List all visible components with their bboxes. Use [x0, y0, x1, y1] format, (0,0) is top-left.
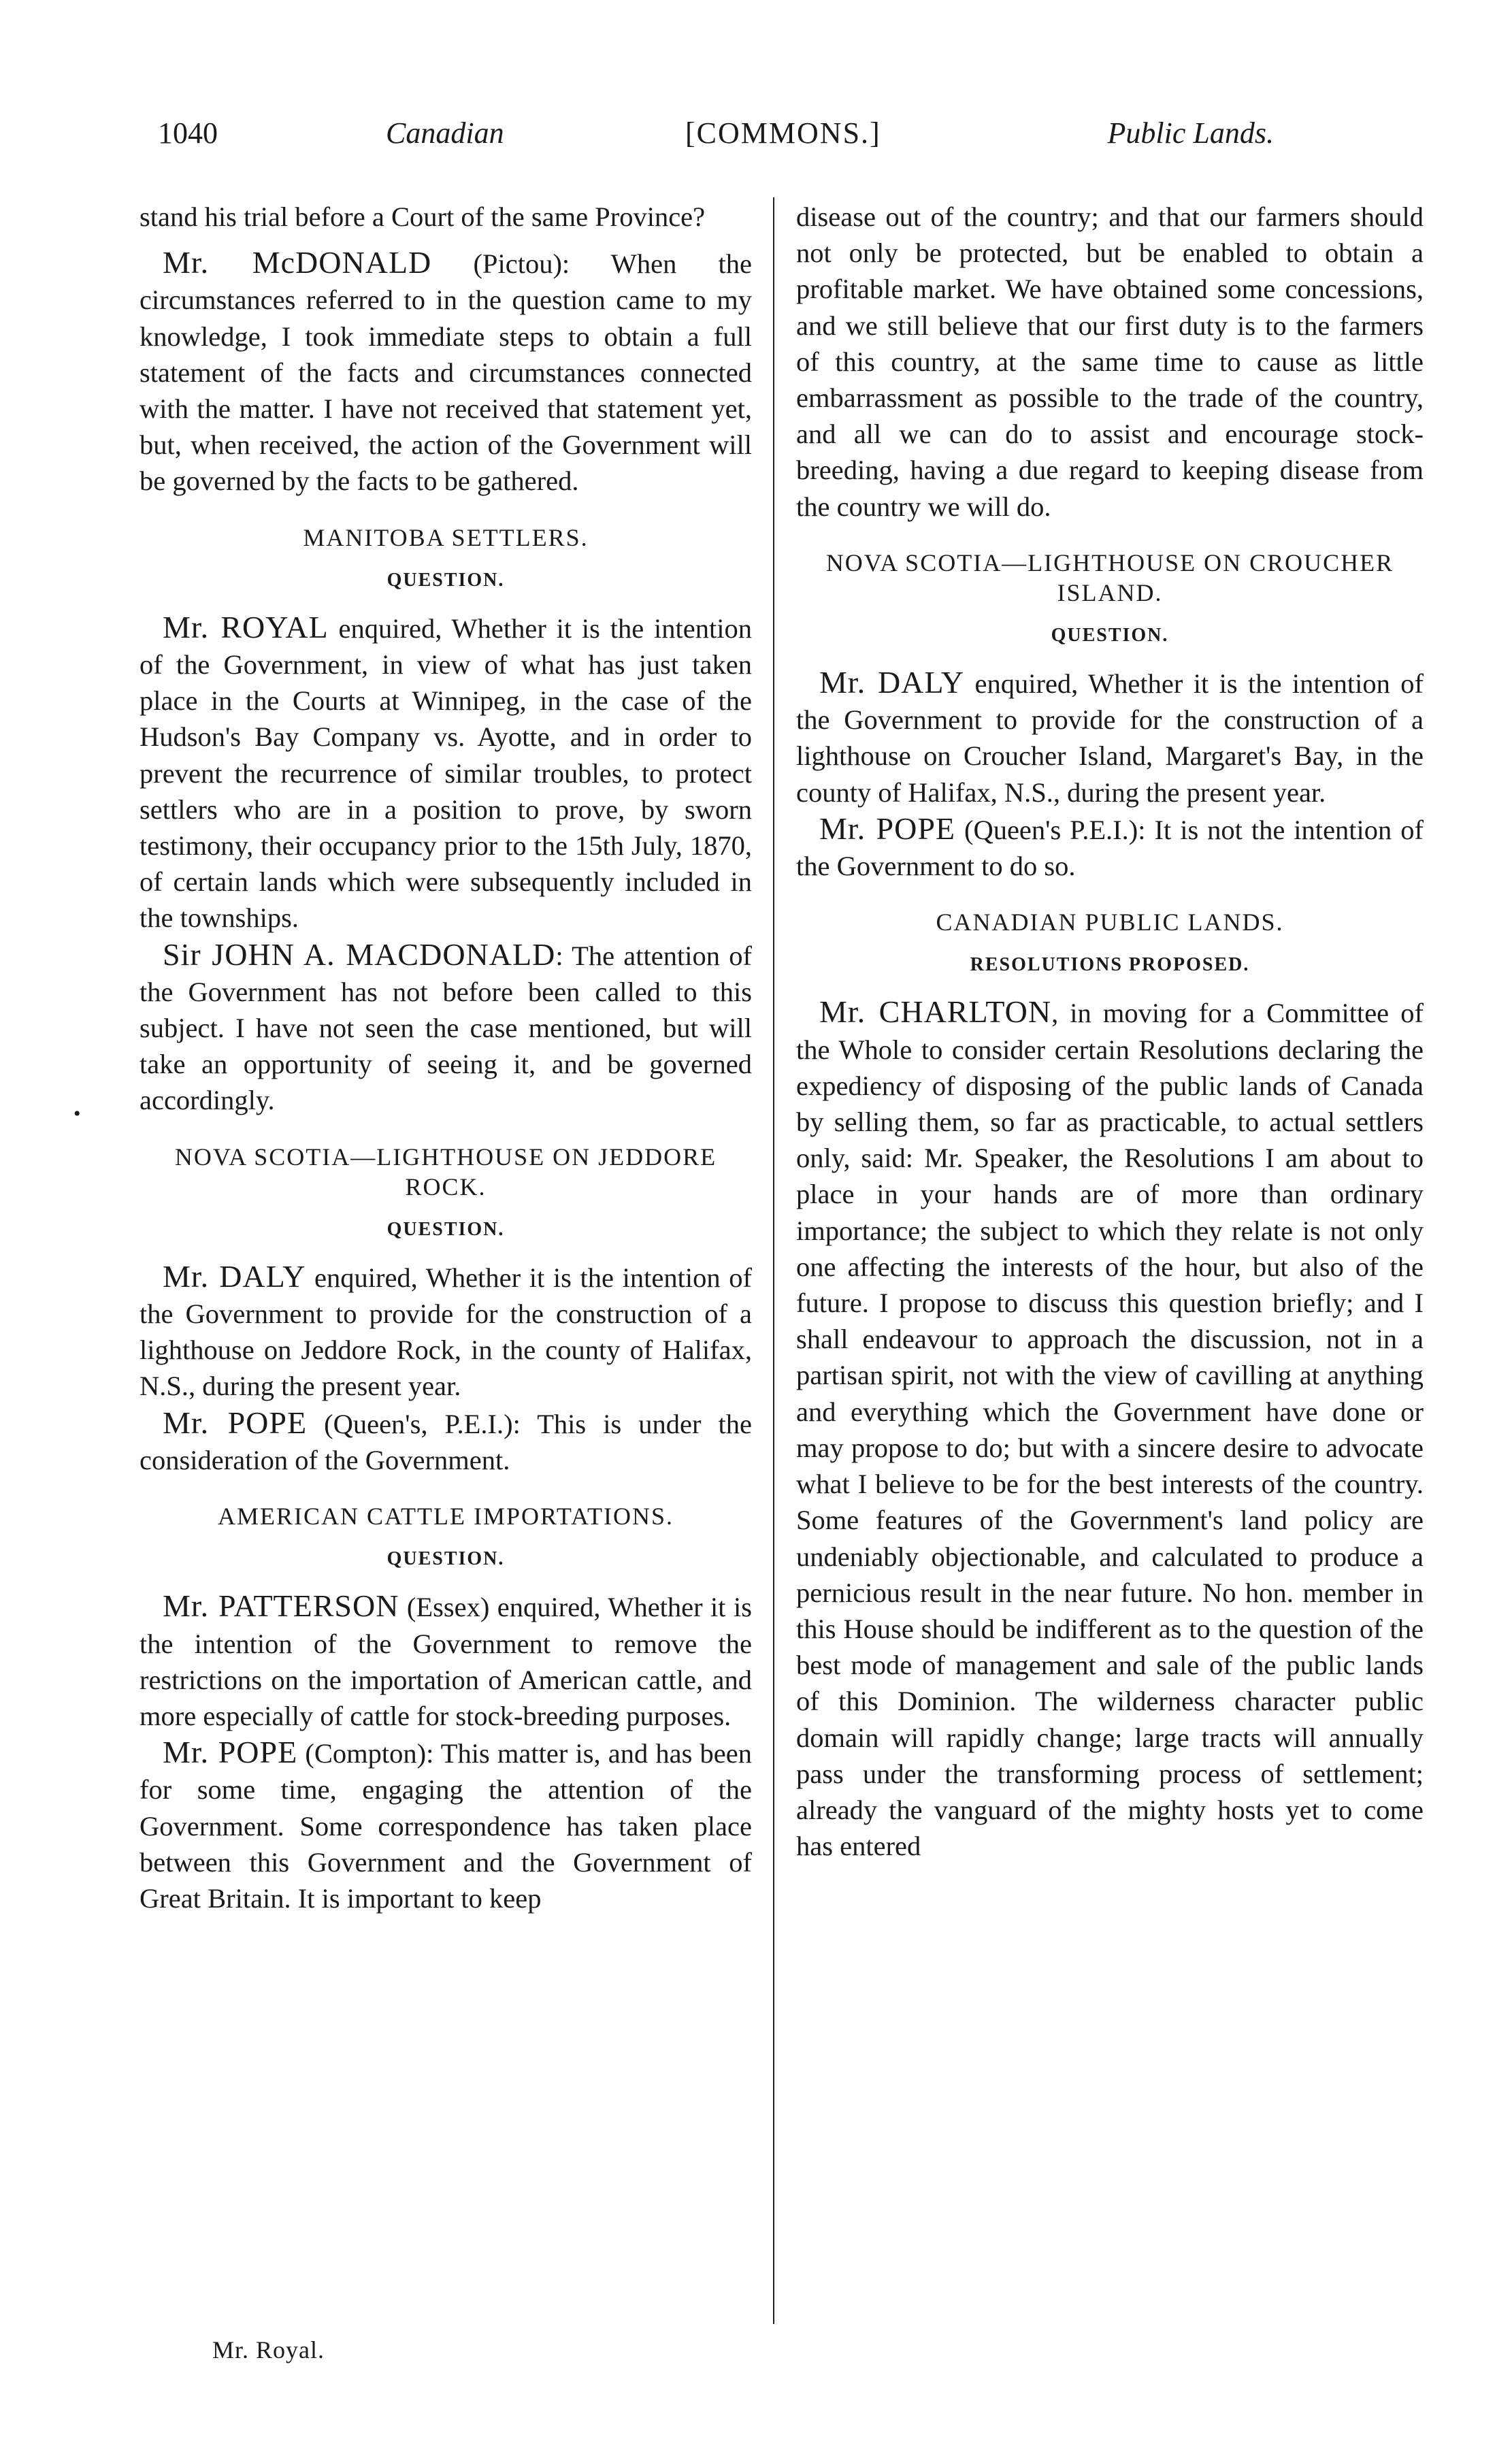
- paragraph: [139, 1734, 752, 1916]
- speaker-name: Mr. ROYAL: [163, 609, 329, 644]
- section-subheading: QUESTION.: [387, 1548, 505, 1570]
- speech-text: enquired, Whether it is the intention of the Government to provide for the construction of a lighthouse on Jeddore Rock, in the county of Halifax, N.S., during the present year.: [139, 1262, 752, 1402]
- speaker-name: Mr. CHARLTON: [819, 994, 1052, 1030]
- running-header: [158, 116, 1274, 163]
- paragraph: [139, 244, 752, 499]
- speech-text: enquired, Whether it is the intention of the Government to provide for the construction of a lighthouse on Croucher Island, Margaret's Bay, in the county of Halifax, N.S., during the present year.: [796, 668, 1424, 808]
- section-subheading: QUESTION.: [1051, 624, 1169, 646]
- speech-text: (Compton): This matter is, and has been for some time, engaging the attention of the Government. Some correspondence has taken place between this Government and the Government of Great Britain. It is important to keep: [139, 1738, 753, 1914]
- section-heading: NOVA SCOTIA—LIGHTHOUSE ON JEDDORE ROCK.: [174, 1143, 717, 1200]
- speaker-name: Mr. DALY: [819, 665, 965, 700]
- section-heading: AMERICAN CATTLE IMPORTATIONS.: [218, 1503, 674, 1531]
- paragraph: [796, 994, 1424, 1864]
- paragraph: [139, 1588, 752, 1734]
- paragraph: [139, 609, 752, 936]
- speaker-name: Mr. POPE: [819, 811, 955, 846]
- header-center-title: [COMMONS.]: [685, 116, 881, 150]
- section-subheading: QUESTION.: [387, 569, 505, 591]
- paragraph: [139, 936, 752, 1119]
- speaker-name: Mr. McDONALD: [163, 245, 432, 280]
- header-right-title: Public Lands.: [1107, 116, 1274, 150]
- margin-mark: •: [73, 1102, 81, 1125]
- speech-text: enquired, Whether it is the intention of the Government, in view of what has just taken place in the Courts at Winnipeg, in the case of the Hudson's Bay Company vs. Ayotte, and in order to prevent the recurrence of similar troubles, to protect settlers who are in a position to prove, by sworn testimony, their occupancy prior to the 15th July, 1870, of certain lands which were subsequently included in the townships.: [139, 612, 752, 934]
- section-heading: NOVA SCOTIA—LIGHTHOUSE ON CROUCHER ISLAND.: [825, 549, 1394, 606]
- speaker-name: Sir JOHN A. MACDONALD: [163, 936, 556, 972]
- paragraph: [796, 811, 1424, 884]
- paragraph: disease out of the country; and that our farmers should not only be protected, but be enabled to obtain a profitable market. We have obtained some concessions, and we still believe that our first duty is to the farmers of this country, at the same time to cause as little embarrassment as possible to the trade of the country, and all we can do to assist and encourage stock-breeding, having a due regard to keeping disease from the country we will do.: [796, 201, 1424, 522]
- section-heading: MANITOBA SETTLERS.: [303, 523, 589, 551]
- paragraph: [796, 664, 1424, 811]
- speech-text: (Queen's P.E.I.): It is not the intention of the Government to do so.: [796, 814, 1424, 882]
- speech-text: (Queen's, P.E.I.): This is under the consideration of the Government.: [139, 1408, 752, 1475]
- speaker-name: Mr. PATTERSON: [163, 1588, 399, 1624]
- speaker-name: Mr. POPE: [163, 1405, 308, 1440]
- section-subheading: RESOLUTIONS PROPOSED.: [970, 954, 1250, 976]
- speech-text: : The attention of the Government has not before been called to this subject. I have not seen the case mentioned, but will take an opportunity of seeing it, and be governed accordingly.: [139, 940, 752, 1116]
- left-column: [139, 199, 752, 1916]
- speech-text: , in moving for a Committee of the Whole to consider certain Resolutions declaring the expediency of disposing of the public lands of Canada by selling them, so far as practicable, to actual settlers only, said: Mr. Speaker, the Resolutions I am about to place in your hands are of more than ordinary importance; the subject to which they relate is not only one affecting the interests of the hour, but also of the future. I propose to discuss this question briefly; and I shall endeavour to approach the discussion, not in a partisan spirit, not with the view of cavilling at anything and everything which the Government have done or may propose to do; but with a sincere desire to advocate what I believe to be for the best interests of the country. Some features of the Government's land policy are undeniably objectionable, and calculated to produce a pernicious result in the near future. No hon. member in this House should be indifferent as to the question of the best mode of management and sale of the public lands of this Dominion. The wilderness character public domain will rapidly change; large tracts will annually pass under the transforming process of settlement; already the vanguard of the mighty hosts yet to come has entered: [796, 998, 1424, 1862]
- column-divider: [773, 197, 774, 2324]
- section-subheading: QUESTION.: [387, 1218, 505, 1240]
- speaker-name: Mr. POPE: [163, 1735, 298, 1770]
- speech-text: (Essex) enquired, Whether it is the intention of the Government to remove the restrictions on the importation of American cattle, and more especially of cattle for stock-breeding purposes.: [139, 1592, 752, 1731]
- speaker-name: Mr. DALY: [163, 1258, 306, 1294]
- catchword: Mr. Royal.: [212, 2336, 325, 2363]
- paragraph: stand his trial before a Court of the same Province?: [139, 201, 706, 232]
- paragraph: [139, 1405, 752, 1478]
- page-number: 1040: [158, 116, 218, 150]
- section-heading: CANADIAN PUBLIC LANDS.: [936, 909, 1284, 936]
- right-column: [796, 199, 1424, 1864]
- paragraph: [139, 1258, 752, 1405]
- header-left-title: Canadian: [386, 116, 504, 150]
- speech-text: (Pictou): When the circumstances referred to in the question came to my knowledge, I took immediate steps to obtain a full statement of the facts and circumstances connected with the matter. I have not received that statement yet, but, when received, the action of the Government will be governed by the facts to be gathered.: [139, 248, 752, 497]
